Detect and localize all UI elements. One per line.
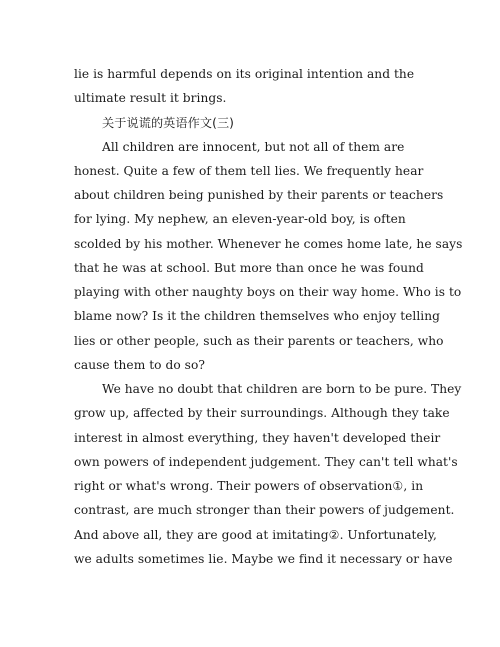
text-line: cause them to do so? [74,358,205,372]
text-line: about children being punished by their parents or teachers [74,188,444,202]
text-line: ultimate result it brings. [74,91,227,105]
text-line: we adults sometimes lie. Maybe we find it necessary or have [74,552,453,566]
text-line: interest in almost everything, they haven't developed their [74,431,441,445]
text-line: lie is harmful depends on its original intention and the [74,67,415,81]
text-line: own powers of independent judgement. They can't tell what's [74,455,458,469]
section-heading: 关于说谎的英语作文(三) [102,116,234,130]
text-line: playing with other naughty boys on their way home. Who is to [74,285,462,299]
text-line: contrast, are much stronger than their powers of judgement. [74,503,455,517]
text-line: scolded by his mother. Whenever he comes home late, he says [74,237,463,251]
text-line: honest. Quite a few of them tell lies. We frequently hear [74,164,424,178]
text-line: that he was at school. But more than once he was found [74,261,424,275]
text-line: blame now? Is it the children themselves who enjoy telling [74,309,441,323]
text-line: right or what's wrong. Their powers of observation①, in [74,479,424,493]
paragraph-first-line: All children are innocent, but not all of them are [102,140,405,154]
text-line: for lying. My nephew, an eleven-year-old boy, is often [74,212,406,226]
paragraph-first-line: We have no doubt that children are born to be pure. They [102,382,462,396]
text-line: And above all, they are good at imitating②. Unfortunately, [74,528,437,542]
text-line: lies or other people, such as their parents or teachers, who [74,334,444,348]
text-line: grow up, affected by their surroundings. Although they take [74,406,450,420]
